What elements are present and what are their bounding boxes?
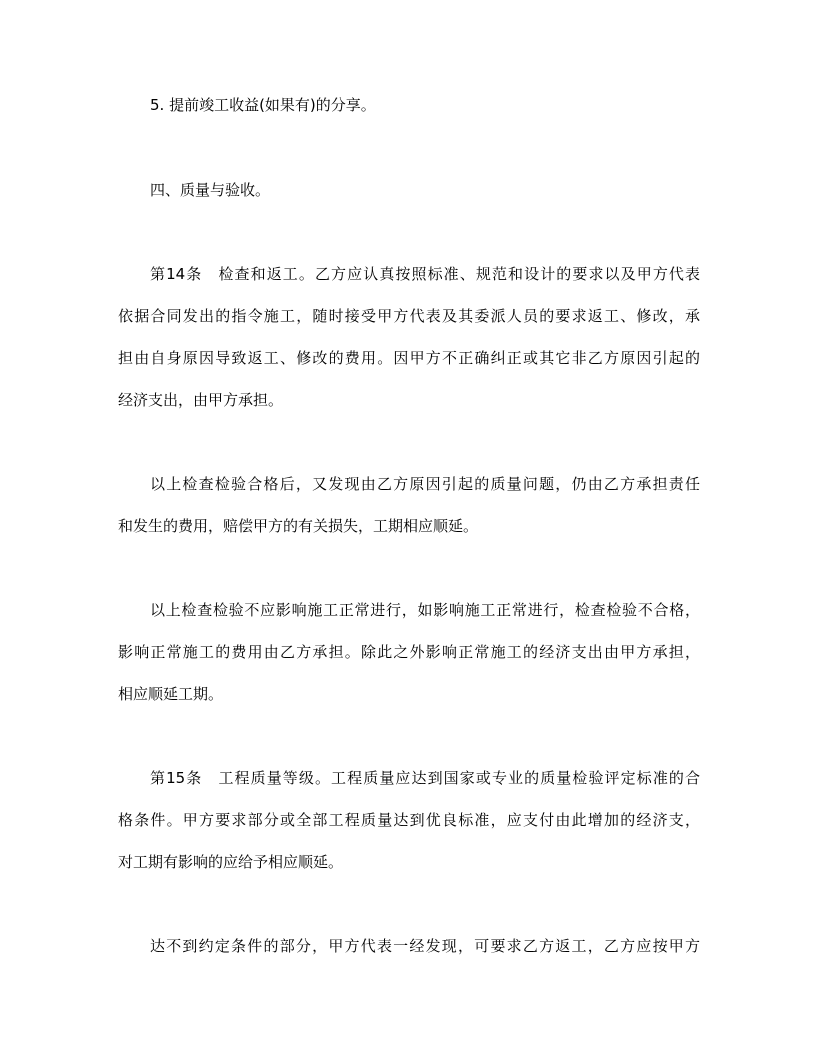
paragraph-inspection-impact-line-1: 以上检查检验不应影响施工正常进行，如影响施工正常进行，检查检验不合格， — [150, 601, 700, 619]
article-15-line-3: 对工期有影响的应给予相应顺延。 — [118, 853, 344, 871]
paragraph-inspection-pass-line-1: 以上检查检验合格后，又发现由乙方原因引起的质量问题，仍由乙方承担责任 — [150, 475, 700, 493]
article-15-line-2: 格条件。甲方要求部分或全部工程质量达到优良标准，应支付由此增加的经济支， — [118, 811, 700, 829]
article-14-line-4: 经济支出，由甲方承担。 — [118, 391, 284, 409]
section-heading-quality: 四、质量与验收。 — [150, 181, 271, 199]
paragraph-inspection-impact-line-2: 影响正常施工的费用由乙方承担。除此之外影响正常施工的经济支出由甲方承担， — [118, 643, 700, 661]
paragraph-inspection-pass-line-2: 和发生的费用，赔偿甲方的有关损失，工期相应顺延。 — [118, 517, 479, 535]
article-15-line-1: 第15条 工程质量等级。工程质量应达到国家或专业的质量检验评定标准的合 — [150, 769, 700, 787]
article-14-line-2: 依据合同发出的指令施工，随时接受甲方代表及其委派人员的要求返工、修改，承 — [118, 307, 700, 325]
list-item-5: 5. 提前竣工收益(如果有)的分享。 — [150, 96, 376, 114]
article-14-line-3: 担由自身原因导致返工、修改的费用。因甲方不正确纠正或其它非乙方原因引起的 — [118, 349, 700, 367]
article-14-line-1: 第14条 检查和返工。乙方应认真按照标准、规范和设计的要求以及甲方代表 — [150, 265, 700, 283]
paragraph-nonconforming-line-1: 达不到约定条件的部分，甲方代表一经发现，可要求乙方返工，乙方应按甲方 — [150, 937, 700, 955]
paragraph-inspection-impact-line-3: 相应顺延工期。 — [118, 685, 224, 703]
